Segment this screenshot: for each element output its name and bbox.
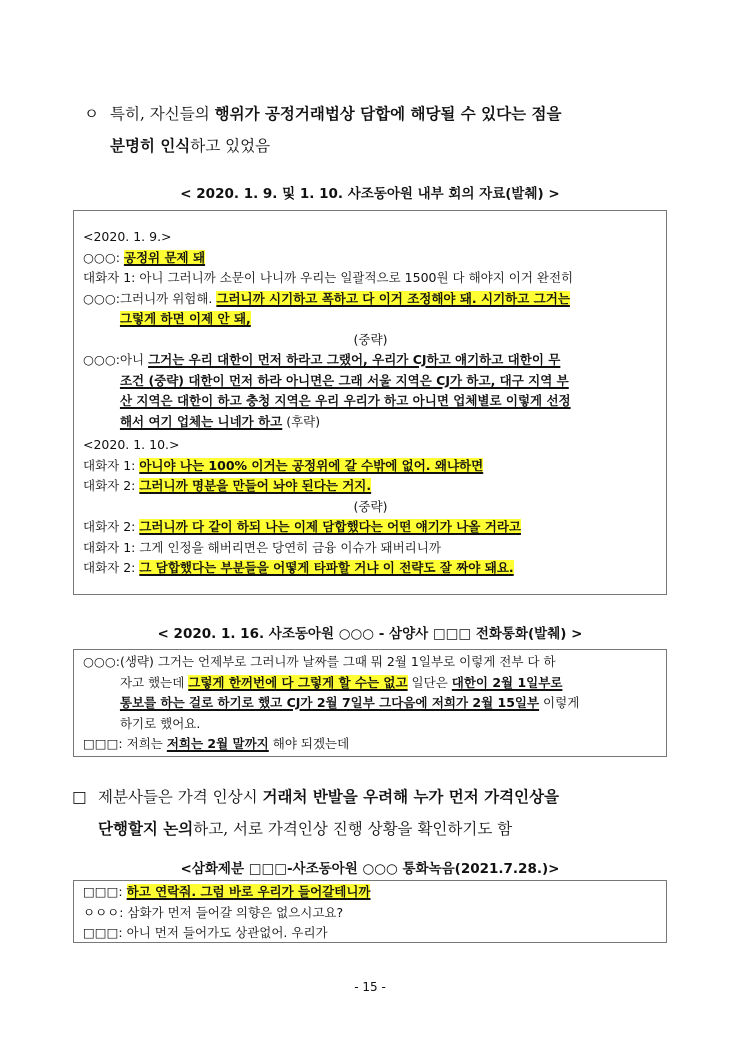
section2-line1: □ 제분사들은 가격 인상시 거래처 반발을 우려해 누가 먼저 가격인상을 <box>72 781 672 813</box>
transcript-date: <2020. 1. 10.> <box>83 437 180 452</box>
caption-recording: <삼화제분 □□□-사조동아원 ○○○ 통화녹음(2021.7.28.)> <box>180 861 560 877</box>
caption-phone-excerpt: < 2020. 1. 16. 사조동아원 ○○○ - 삼양사 □□□ 전화통화(발췌) > <box>157 626 583 642</box>
page-number: - 15 - <box>354 980 386 994</box>
caption-meeting-excerpt: < 2020. 1. 9. 및 1. 10. 사조동아원 내부 회의 자료(발췌) > <box>180 186 560 202</box>
transcript-line: ○○○: 공정위 문제 돼 <box>83 249 206 265</box>
transcript-line: □□□: 아니 먼저 들어가도 상관없어. 우리가 <box>83 925 328 940</box>
section2-line2: 단행할지 논의하고, 서로 가격인상 진행 상황을 확인하기도 함 <box>98 819 513 838</box>
section2-bullet: □ <box>72 788 87 806</box>
section2-paragraph <box>72 781 672 845</box>
section1-line2: 분명히 인식하고 있었음 <box>110 136 271 155</box>
section1-bullet: ㅇ <box>84 105 99 123</box>
transcript-line: 대화자 1: 아니 그러니까 소문이 나니까 우리는 일괄적으로 1500원 다 해야지 이거 완전히 <box>83 270 574 285</box>
transcript-line: □□□: 하고 연락줘. 그럼 바로 우리가 들어갈테니까 <box>83 884 371 899</box>
transcript-line: 대화자 1: 그게 인정을 해버리면은 당연히 금융 이슈가 돼버리니까 <box>83 539 441 555</box>
transcript-line: ○○○: 아니 그거는 우리 대한이 먼저 하라고 그랬어, 우리가 CJ하고 얘기하고 대한이 무 조건 (중략) 대한이 먼저 하라 아니면은 그래 서울 지역은 CJ가 하고, 대구 지역 부 산 지역은 대한이 하고 충청 지역은 우리 우리가 하고 아니면 업체별로 이렇게 선정 해서 여기 업체는 니네가 하고 (후략) <box>83 352 571 429</box>
transcript-date: <2020. 1. 9.> <box>83 229 172 244</box>
transcript-line: 대화자 2: 그러니까 명분을 만들어 놔야 된다는 거지. <box>83 478 372 493</box>
transcript-line: ○○○: 그러니까 위험해. 그러니까 시기하고 폭하고 다 이거 조정해야 돼. 시기하고 그거는 그렇게 하면 이제 안 돼, <box>83 290 570 326</box>
transcript-box-phone <box>73 649 667 757</box>
transcript-line: ○○○: (생략) 그거는 언제부로 그러니까 날짜를 그때 뭐 2월 1일부로 이렇게 전부 다 하 자고 했는데 그렇게 한꺼번에 다 그렇게 할 수는 없고 일단은 대한이 2월 1일부로 통보를 하는 걸로 하기로 했고 CJ가 2월 7일부 그다음에 저희가 2월 15일부 이렇게 하기로 했어요. <box>83 654 580 731</box>
omission-note: (중략) <box>353 498 388 514</box>
omission-note: (중략) <box>353 331 388 347</box>
transcript-line: ㅇㅇㅇ: 삼화가 먼저 들어갈 의향은 없으시고요? <box>83 904 344 920</box>
transcript-line: □□□: 저희는 저희는 2월 말까지 해야 되겠는데 <box>83 736 350 751</box>
section1-paragraph <box>84 98 674 162</box>
transcript-line: 대화자 1: 아니야 나는 100% 이거는 공정위에 갈 수밖에 없어. 왜냐하면 <box>83 457 484 473</box>
transcript-line: 대화자 2: 그 담합했다는 부분들을 어떻게 타파할 거냐 이 전략도 잘 짜야 돼요. <box>83 560 514 575</box>
transcript-line: 대화자 2: 그러니까 다 같이 하되 나는 이제 담합했다는 어떤 얘기가 나올 거라고 <box>83 519 521 534</box>
transcript-box-meeting <box>73 210 667 595</box>
section1-line1: ㅇ 특히, 자신들의 행위가 공정거래법상 담합에 해당될 수 있다는 점을 <box>84 98 674 130</box>
transcript-box-recording <box>73 880 667 943</box>
